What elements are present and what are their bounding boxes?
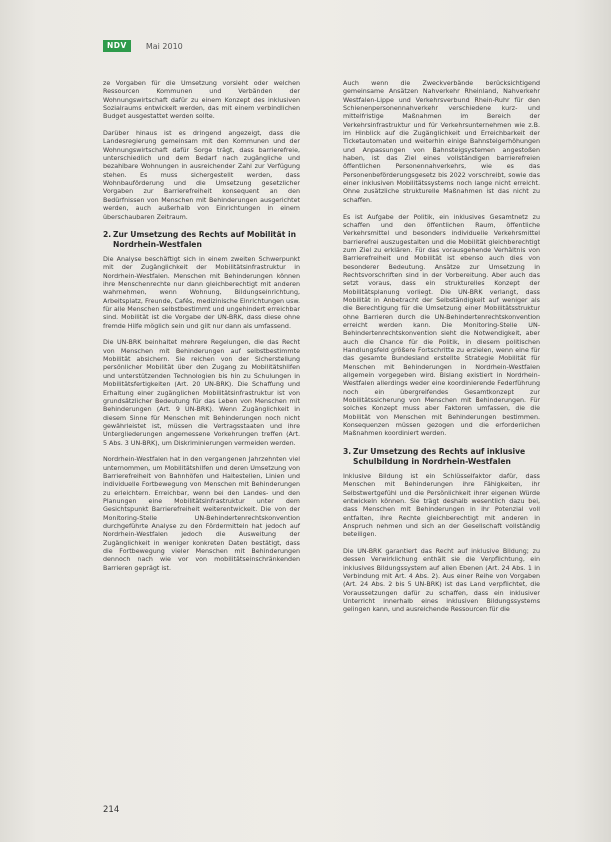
page-number: 214 (103, 805, 120, 815)
left-column (103, 80, 300, 581)
paragraph: Die Analyse beschäftigt sich in einem zweiten Schwerpunkt mit der Zugänglichkeit der Mobilitätsinfrastruktur in Nordrhein-Westfalen. Menschen mit Behinderungen können ihre Menschenrechte nur dann gleichberechtigt mit anderen wahrnehmen, wenn Wohnung, Bildungseinrichtung, Arbeitsplatz, Freunde, Cafés, medizinische Einrichtungen usw. für alle Menschen selbstbestimmt und ungehindert erreichbar sind. Mobilität ist die Vorgabe der UN-BRK, dass diese ohne fremde Hilfe möglich sein und gilt nur dann als umfassend. (103, 256, 300, 330)
section-number: 2. (103, 230, 112, 240)
section-title: Zur Umsetzung des Rechts auf inklusive Schulbildung in Nordrhein-Westfalen (353, 447, 526, 466)
journal-badge: NDV (103, 40, 131, 52)
paragraph: Es ist Aufgabe der Politik, ein inklusives Gesamtnetz zu schaffen und den öffentlichen Raum, öffentliche Verkehrsmittel und besonders individuelle Verkehrsmittel barrierefrei auszugestalten und die Mobilität gleichberechtigt zum Ziel zu erklären. Für das vorausgehende Verhältnis von Barrierefreiheit und Mobilität ist ebenso auch dies von besonderer Bedeutung. Ansätze zur Umsetzung in Rechtsvorschriften sind in der Vorbereitung. Aber auch das setzt voraus, dass ein strukturelles Konzept der Mobilitätsplanung vorliegt. Die UN-BRK verlangt, dass Mobilität in Anbetracht der Selbständigkeit auf weniger als die Berechtigung für die Umsetzung einer Mobilitätsstruktur ohne Barrieren durch die UN-Behindertenrechtskonvention erreicht werden kann. Die Monitoring-Stelle UN-Behindertenrechtskonvention sieht die Notwendigkeit, aber auch die Chance für die Politik, in diesem politischen Handlungsfeld größere Fortschritte zu erzielen, wenn eine für das gesamte Bundesland erstellte Strategie Mobilität für Menschen mit Behinderungen in Nordrhein-Westfalen allgemein vorgegeben wird. Bislang existiert in Nordrhein-Westfalen allerdings weder eine koordinierende Federführung noch ein übergreifendes Gesamtkonzept zur Mobilitätssicherung von Menschen mit Behinderungen. Für solches Konzept muss aber Faktoren umfassen, die die Mobilität von Menschen mit Behinderungen bestimmen. Konsequenzen müssen gezogen und die erforderlichen Maßnahmen koordiniert werden. (343, 213, 540, 438)
section-heading-education (343, 447, 540, 466)
section-number: 3. (343, 447, 352, 457)
paragraph: Die UN-BRK garantiert das Recht auf inklusive Bildung; zu dessen Verwirklichung enthält sie die Verpflichtung, ein inklusives Bildungssystem auf allen Ebenen (Art. 24 Abs. 1 in Verbindung mit Art. 4 Abs. 2). Aus einer Reihe von Vorgaben (Art. 24 Abs. 2 bis 5 UN-BRK) ist das Land verpflichtet, die Voraussetzungen dafür zu schaffen, dass ein inklusiver Unterricht innerhalb eines inklusiven Bildungssystems gelingen kann, und ausreichende Ressourcen für die (343, 548, 540, 614)
issue-date: Mai 2010 (145, 41, 183, 51)
paragraph: Inklusive Bildung ist ein Schlüsselfaktor dafür, dass Menschen mit Behinderungen ihre Fähigkeiten, ihr Selbstwertgefühl und die Persönlichkeit ihrer eigenen Würde entwickeln können. Sie trägt deshalb wesentlich dazu bei, dass Menschen mit Behinderungen in ihr Potenzial voll entfalten, ihre Rechte gleichberechtigt mit anderen in Anspruch nehmen und sich an der Gesellschaft vollständig beteiligen. (343, 472, 540, 539)
paragraph: Darüber hinaus ist es dringend angezeigt, dass die Landesregierung gemeinsam mit den Kommunen und der Wohnungswirtschaft dafür Sorge trägt, dass barrierefreie, unterschiedlich und dem Bedarf nach zugängliche und bezahlbare Wohnungen in ausreichender Zahl zur Verfügung stehen. Es muss sichergestellt werden, dass Wohnbauförderung und die Umsetzung gesetzlicher Vorgaben zur Barrierefreiheit konsequent an den Bedürfnissen von Menschen mit Behinderungen ausgerichtet werden, auch außerhalb von Einrichtungen in einem überschaubaren Zeitraum. (103, 130, 300, 221)
paragraph: Die UN-BRK beinhaltet mehrere Regelungen, die das Recht von Menschen mit Behinderungen auf selbstbestimmte Mobilität absichern. Sie reichen von der Sicherstellung persönlicher Mobilität über den Zugang zu Mobilitätshilfen und unterstützenden Technologien bis hin zu Schulungen in Mobilitätsfertigkeiten (Art. 20 UN-BRK). Die Schaffung und Erhaltung einer zugänglichen Mobilitätsinfrastruktur ist von grundsätzlicher Bedeutung für das Leben von Menschen mit Behinderungen (Art. 9 UN-BRK). Wenn Zugänglichkeit in diesem Sinne für Menschen mit Behinderungen noch nicht gewährleistet ist, müssen die Vertragsstaaten und ihre Untergliederungen angemessene Vorkehrungen treffen (Art. 5 Abs. 3 UN-BRK), um Diskriminierungen vermeiden werden. (103, 339, 300, 447)
page-header (103, 40, 183, 52)
paragraph: ze Vorgaben für die Umsetzung vorsieht oder welchen Ressourcen Kommunen und Verbänden der Wohnungswirtschaft dafür zu einem Konzept des inklusiven Sozialraums entwickelt werden, das mit einem verbindlichen Budget ausgestattet werden sollte. (103, 80, 300, 121)
section-heading-mobility (103, 230, 300, 249)
paragraph: Nordrhein-Westfalen hat in den vergangenen Jahrzehnten viel unternommen, um Mobilitätshilfen und deren Umsetzung von Barrierefreiheit von Bahnhöfen und Haltestellen, Linien und individuelle Fortbewegung von Menschen mit Behinderungen zu erleichtern. Erreichbar, wenn bei den Landes- und den Planungen eine Mobilitätsinfrastruktur unter dem Gesichtspunkt Barrierefreiheit weiterentwickelt. Die von der Monitoring-Stelle UN-Behindertenrechtskonvention durchgeführte Analyse zu den Fördermitteln hat jedoch auf Nordrhein-Westfalen jedoch die Ausweitung der Zugänglichkeit in weniger konkreten Daten bestätigt, dass die Fortbewegung vieler Menschen mit Behinderungen dennoch nach wie vor von mobilitätseinschränkenden Barrieren geprägt ist. (103, 456, 300, 572)
section-title: Zur Umsetzung des Rechts auf Mobilität in Nordrhein-Westfalen (113, 230, 296, 249)
paragraph: Auch wenn die Zweckverbände berücksichtigend gemeinsame Ansätzen Nahverkehr Rheinland, Nahverkehr Westfalen-Lippe und Verkehrsverbund Rhein-Ruhr für den Schienenpersonennahverkehr verschiedene kurz- und mittelfristige Maßnahmen im Bereich der Verkehrsinfrastruktur und für Verkehrsunternehmen wie z.B. im Hinblick auf die Zugänglichkeit und Erreichbarkeit der Ticketautomaten und weiterhin einige Bahnsteigerhöhungen und Anpassungen von Bahnsteigsystemen angestoßen haben, ist das Ziel eines vollständigen barrierefreien öffentlichen Personennahverkehrs, wie es das Personenbeförderungsgesetz bis 2022 vorschreibt, sowie das einer inklusiven Mobilitätssystems noch lange nicht erreicht. Ohne zusätzliche strukturelle Maßnahmen ist das nicht zu schaffen. (343, 80, 540, 204)
right-column (343, 80, 540, 623)
